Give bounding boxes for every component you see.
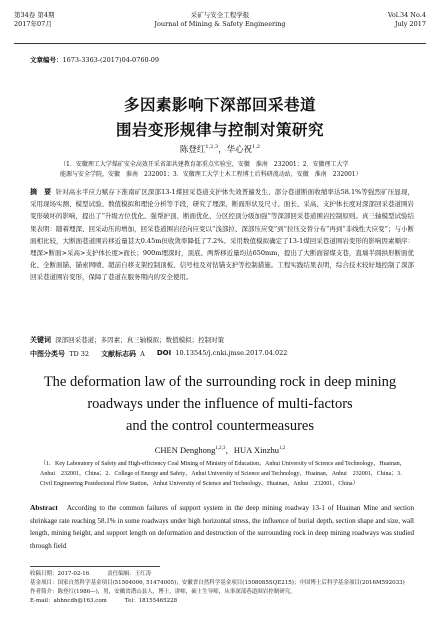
cn-title-line-1: 多因素影响下深部回采巷道	[123, 95, 316, 114]
article-number-label: 文章编号：	[30, 56, 63, 64]
email	[30, 597, 107, 606]
en-author-1-affil: 1,2,3	[215, 446, 226, 452]
cn-keywords-text: 深部回采巷道；多因素；真三轴模拟；数值模拟；控制对策	[55, 336, 225, 344]
en-abstract-label: Abstract	[30, 503, 58, 512]
en-author-1: CHEN Denghong	[154, 445, 216, 455]
phone-value: 18155465228	[138, 598, 178, 604]
footnotes	[30, 570, 420, 606]
en-title-line-2: roadways under the influence of multi-factors	[87, 396, 353, 412]
doi-label: DOI	[156, 349, 172, 357]
volume-issue: 第34卷 第4期	[14, 11, 55, 19]
en-abstract	[30, 502, 414, 552]
running-header	[14, 10, 426, 44]
cn-author-2: ，华心祝	[218, 145, 253, 155]
received-value: 2017-02-16	[57, 571, 90, 577]
contact	[30, 597, 420, 606]
document-code	[101, 349, 145, 359]
en-authors	[0, 444, 440, 456]
cn-keywords-label: 关键词	[30, 336, 51, 344]
cn-affiliations	[60, 160, 400, 180]
journal-name	[14, 11, 426, 29]
en-affiliations: （1．Key Laboratory of Safety and High-efficiency Coal Mining of Ministry of Education，Anhui University of Science and Technology，Huainan，Anhui 232001，China；2．College of Energy and Safety，Anhui University of Science and Technology，Huainan，Anhui 232001，China；3．Civil Engineering Postdoctoral Flow Station，Anhui University of Science and Technology，Huainan，Anhui 232001，China）	[40, 461, 407, 487]
cn-abstract-text: 针对高水平应力赋存下淮南矿区深部13-1煤回采巷道支护体失效普遍发生、部分巷道断面收缩率达58.1%等强烈矿压显现，采用现场实测、模型试验、数值模拟和理论分析等手段，研究了埋深、断面形状及尺寸、面长、采高、支护体长度对深部回采巷道围岩变形破坏的影响，提出了“升级方位优化、强帮护顶、断面优化、分区控顶分级加强”等深部回采巷道围岩控制原则。真三轴模型试验结果表明：随着埋深、回采动压的增加，回采巷道围岩径向应变以“浅部拉、深部压应变”到“拉压交替分布”再到“非线性大应变”；与小断面相比较，大断面巷道围岩移近量甚大0.45m但收敛率降低了7.2%。采用数值模拟确定了13-1煤回采巷道围岩变形的影响因素顺序：埋深>断面>采高>支护体长度>面长；900m埋深时，顶底、两帮移近量均达650mm，提出了大断面留煤支巷，直墙半圆拱形断面优化、全断面锚、锚索网喷、超前自移支架控制顶板、信号柱及对钻锚支护等控制措施。工程实践结果表明，综合技术较好地控制了深部回采巷道围岩变形，保障了巷道在服务期内的安全使用。	[30, 188, 414, 282]
phone	[125, 597, 177, 606]
funding	[30, 579, 420, 588]
email-value: ahhncdh@163.com	[53, 598, 107, 604]
doi-value: 10.13545/j.cnki.jmse.2017.04.022	[175, 349, 288, 357]
cn-authors	[0, 143, 440, 155]
clc-label: 中图分类号	[30, 350, 65, 358]
cn-affil-line-2: 能源与安全学院，安徽 淮南 232001；3．安徽理工大学土木工程博士后科研流动站，安徽 淮南 232001）	[60, 171, 362, 178]
fund-label: 基金项目：	[30, 580, 58, 586]
cn-title-line-2: 围岩变形规律与控制对策研究	[115, 120, 324, 139]
doc-label: 文献标志码	[101, 350, 137, 358]
en-author-2-affil: 1,2	[279, 446, 286, 452]
editor-value: 王红涛	[134, 571, 152, 577]
issue-info-en	[388, 11, 426, 29]
en-title-line-1: The deformation law of the surrounding rock in deep mining	[43, 374, 397, 390]
doi	[157, 349, 288, 359]
footnote-divider	[30, 566, 160, 567]
en-author-2: ，HUA Xinzhu	[225, 445, 280, 455]
author-bio-label: 作者简介：	[30, 589, 58, 595]
issue-date-en: July 2017	[394, 20, 426, 28]
editor	[107, 570, 151, 579]
cn-author-1-affil: 1,2,3	[205, 144, 219, 151]
cn-abstract	[30, 186, 414, 284]
doc-value: A	[140, 350, 145, 358]
article-number-value: 1673-3363-(2017)04-0760-09	[62, 56, 160, 64]
clc-value: TD 32	[69, 350, 90, 358]
received-label: 收稿日期：	[30, 571, 58, 577]
fund-value: 国家自然科学基金项目(51504006, 51474005)；安徽省自然科学基金项目(1508085SQE215)；中国博士后科学基金项目(2016M592033)	[57, 580, 405, 586]
cn-affil-line-1: （1．安徽理工大学煤矿安全高效开采省部共建教育部重点实验室，安徽 淮南 232001；2．安徽理工大学	[60, 161, 349, 168]
footnote-dates	[30, 570, 420, 579]
received-date	[30, 570, 89, 579]
journal-name-en: Journal of Mining & Safety Engineering	[154, 20, 286, 28]
author-bio	[30, 588, 420, 597]
phone-label: Tel：	[124, 598, 139, 604]
cn-author-1: 陈登红	[179, 145, 206, 155]
journal-name-cn: 采矿与安全工程学报	[190, 11, 250, 19]
clc-code	[30, 349, 89, 359]
en-abstract-text: According to the common failures of support system in the deep mining roadway 13-1 of Huainan Mine and section shrinkage rate reaching 58.1% in some roadways under high horizontal stress, the influence of burial depth, section shape and size, wall length, mining height, and support length on deformation and destruction of the surrounding rock in deep mining roadways was studied through field	[30, 504, 414, 550]
volume-issue-en: Vol.34 No.4	[387, 11, 426, 19]
cn-author-2-affil: 1,2	[252, 144, 261, 151]
article-number	[30, 55, 159, 64]
classification-row	[30, 349, 414, 359]
issue-date: 2017年07月	[14, 20, 52, 28]
en-title-line-3: and the control countermeasures	[125, 418, 315, 434]
cn-abstract-label: 摘 要	[30, 188, 52, 196]
author-bio-value: 陈登红(1986—)，男，安徽省潜山县人，博士，讲师，硕士生导师，从事深部巷道围岩控制研究。	[57, 589, 296, 595]
email-label: E-mail：	[30, 598, 54, 604]
cn-keywords	[30, 335, 414, 345]
editor-label: 责任编辑：	[107, 571, 135, 577]
